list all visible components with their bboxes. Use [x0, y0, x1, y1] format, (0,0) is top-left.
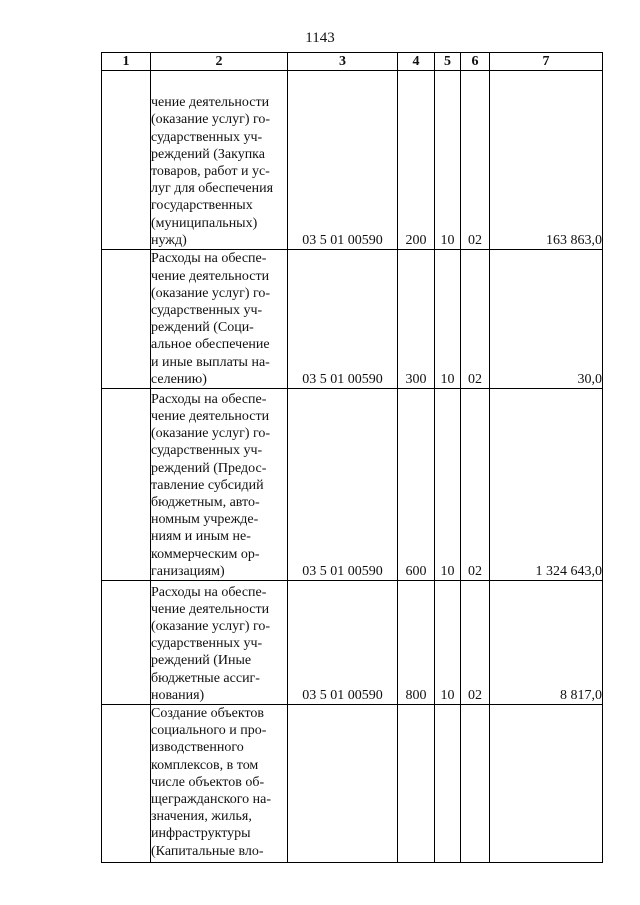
- description-line: (оказание услуг) го-: [151, 618, 271, 634]
- column-header-2: 2: [151, 53, 288, 71]
- column-header-1: 1: [102, 53, 151, 71]
- description-line: и иные выплаты на-: [151, 354, 270, 370]
- target-code-cell: 03 5 01 00590: [288, 581, 398, 705]
- subsection-cell: 02: [461, 250, 490, 389]
- description-line: реждений (Предос-: [151, 460, 267, 476]
- subsection-cell: [461, 705, 490, 863]
- description-cell: [151, 250, 288, 389]
- description-line: Расходы на обеспе-: [151, 251, 267, 267]
- description-line: сударственных уч-: [151, 636, 263, 652]
- description-line: чение деятельности: [151, 408, 270, 424]
- target-code-cell: 03 5 01 00590: [288, 71, 398, 250]
- description-line: товаров, работ и ус-: [151, 163, 270, 179]
- description-line: Расходы на обеспе-: [151, 391, 267, 407]
- row-number-cell: [102, 250, 151, 389]
- description-line: чение деятельности: [151, 95, 270, 111]
- description-line: номным учрежде-: [151, 512, 259, 528]
- expense-type-cell: 600: [398, 389, 435, 581]
- description-cell: [151, 581, 288, 705]
- description-cell: [151, 705, 288, 863]
- description-line: реждений (Иные: [151, 653, 252, 669]
- section-cell: 10: [435, 389, 461, 581]
- description-line: нужд): [151, 232, 187, 248]
- description-cell: [151, 389, 288, 581]
- description-line: реждений (Закупка: [151, 146, 265, 162]
- description-line: инфраструктуры: [151, 826, 251, 842]
- table-row: [102, 250, 603, 389]
- description-line: чение деятельности: [151, 601, 270, 617]
- subsection-cell: 02: [461, 71, 490, 250]
- description-line: тавление субсидий: [151, 477, 264, 493]
- description-line: (оказание услуг) го-: [151, 285, 271, 301]
- table-row: [102, 705, 603, 863]
- amount-cell: [490, 705, 603, 863]
- description-line: коммерческим ор-: [151, 546, 260, 562]
- expense-type-cell: 800: [398, 581, 435, 705]
- subsection-cell: 02: [461, 581, 490, 705]
- section-cell: [435, 705, 461, 863]
- description-line: (оказание услуг) го-: [151, 112, 271, 128]
- column-header-3: 3: [288, 53, 398, 71]
- description-cell: [151, 71, 288, 250]
- description-line: бюджетные ассиг-: [151, 670, 260, 686]
- amount-cell: 163 863,0: [490, 71, 603, 250]
- description-line: Создание объектов: [151, 706, 265, 721]
- description-line: ниям и иным не-: [151, 529, 251, 545]
- amount-cell: 8 817,0: [490, 581, 603, 705]
- description-line: луг для обеспечения: [151, 181, 274, 197]
- description-line: чение деятельности: [151, 268, 270, 284]
- target-code-cell: 03 5 01 00590: [288, 250, 398, 389]
- budget-table: [101, 52, 603, 863]
- page-number: 1143: [305, 30, 335, 46]
- section-cell: 10: [435, 581, 461, 705]
- amount-cell: 1 324 643,0: [490, 389, 603, 581]
- description-line: реждений (Соци-: [151, 320, 254, 336]
- row-number-cell: [102, 705, 151, 863]
- description-line: (муниципальных): [151, 215, 258, 231]
- description-line: значения, жилья,: [151, 809, 252, 825]
- description-line: (оказание услуг) го-: [151, 426, 271, 442]
- header-row: [102, 53, 603, 71]
- section-cell: 10: [435, 71, 461, 250]
- row-number-cell: [102, 71, 151, 250]
- description-line: селению): [151, 371, 207, 387]
- column-header-5: 5: [435, 53, 461, 71]
- description-line: альное обеспечение: [151, 337, 270, 353]
- column-header-4: 4: [398, 53, 435, 71]
- table-row: [102, 71, 603, 250]
- expense-type-cell: 300: [398, 250, 435, 389]
- row-number-cell: [102, 581, 151, 705]
- description-line: (Капитальные вло-: [151, 843, 264, 859]
- description-line: Расходы на обеспе-: [151, 584, 267, 600]
- table-row: [102, 389, 603, 581]
- column-header-7: 7: [490, 53, 603, 71]
- description-line: бюджетным, авто-: [151, 494, 260, 510]
- description-line: социального и про-: [151, 723, 267, 739]
- row-number-cell: [102, 389, 151, 581]
- description-line: сударственных уч-: [151, 302, 263, 318]
- description-line: ганизациям): [151, 563, 225, 579]
- table-row: [102, 581, 603, 705]
- description-line: комплексов, в том: [151, 757, 259, 773]
- expense-type-cell: [398, 705, 435, 863]
- expense-type-cell: 200: [398, 71, 435, 250]
- target-code-cell: [288, 705, 398, 863]
- description-line: сударственных уч-: [151, 129, 263, 145]
- section-cell: 10: [435, 250, 461, 389]
- description-line: сударственных уч-: [151, 443, 263, 459]
- description-line: щегражданского на-: [151, 792, 272, 808]
- target-code-cell: 03 5 01 00590: [288, 389, 398, 581]
- description-line: числе объектов об-: [151, 774, 265, 790]
- description-line: государственных: [151, 198, 253, 214]
- description-line: изводственного: [151, 740, 244, 756]
- subsection-cell: 02: [461, 389, 490, 581]
- amount-cell: 30,0: [490, 250, 603, 389]
- description-line: нования): [151, 687, 205, 703]
- column-header-6: 6: [461, 53, 490, 71]
